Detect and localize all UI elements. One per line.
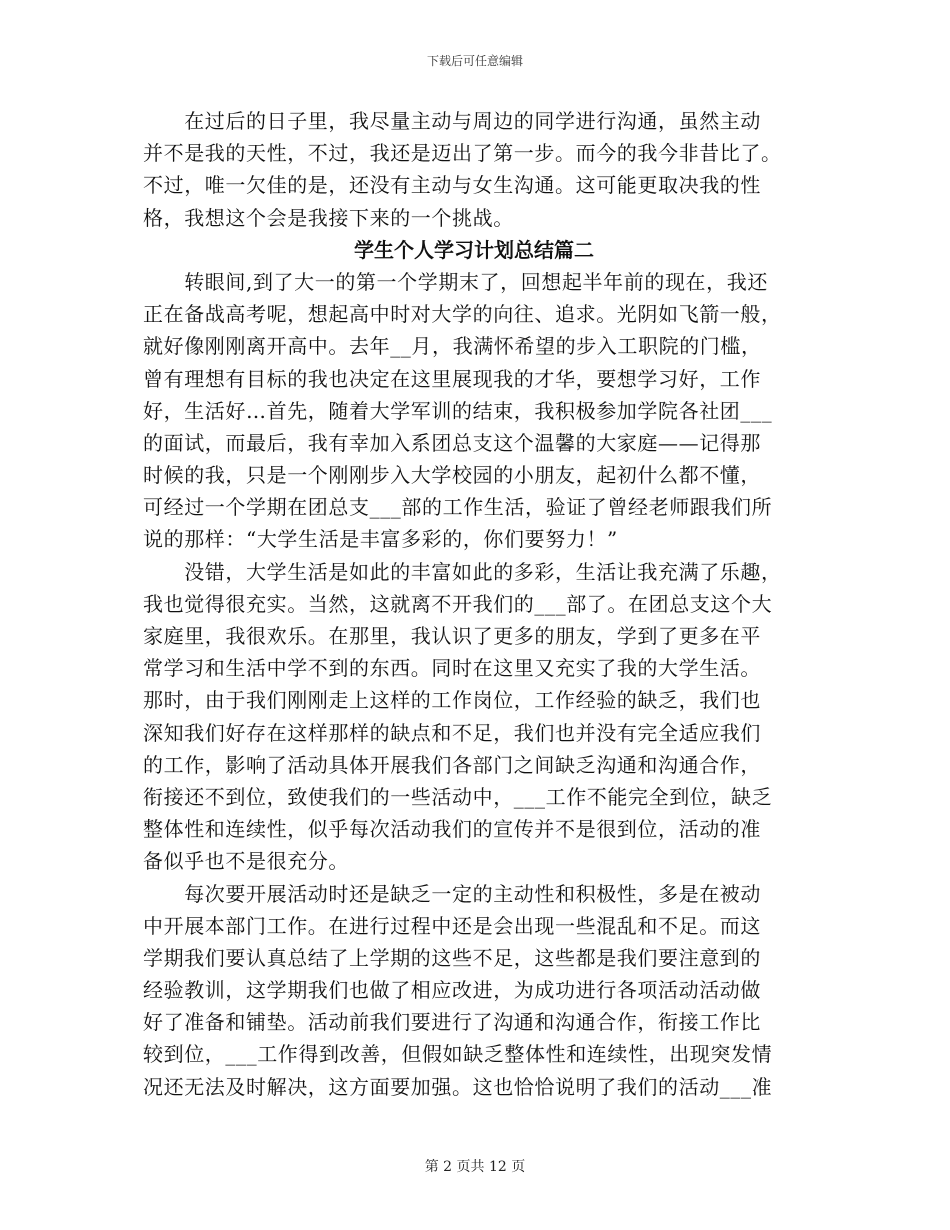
page-header: 下载后可任意编辑: [426, 54, 523, 68]
text-line: 好了准备和铺垫。活动前我们要进行了沟通和沟通合作，衔接工作比: [143, 1010, 761, 1035]
page-footer: 第 2 页共 12 页: [424, 1159, 526, 1175]
section-title: 学生个人学习计划总结篇二: [354, 237, 594, 262]
text-line: 常学习和生活中学不到的东西。同时在这里又充实了我的大学生活。: [143, 656, 761, 681]
document-body: [143, 105, 805, 1103]
text-line: 较到位，___工作得到改善，但假如缺乏整体性和连续性，出现突发情: [143, 1042, 773, 1067]
paragraph-1: [143, 105, 805, 234]
text-line: 备似乎也不是很充分。: [143, 849, 349, 874]
text-line: 整体性和连续性，似乎每次活动我们的宣传并不是很到位，活动的准: [143, 817, 761, 842]
text-line: 好，生活好…首先，随着大学军训的结束，我积极参加学院各社团___: [143, 398, 773, 423]
text-line: 的面试，而最后，我有幸加入系团总支这个温馨的大家庭——记得那: [143, 430, 761, 455]
text-line: 格，我想这个会是我接下来的一个挑战。: [143, 205, 514, 230]
text-line: 曾有理想有目标的我也决定在这里展现我的才华，要想学习好，工作: [143, 366, 761, 391]
text-line: 衔接还不到位，致使我们的一些活动中，___工作不能完全到位，缺乏: [143, 784, 773, 809]
text-line: 学期我们要认真总结了上学期的这些不足，这些都是我们要注意到的: [143, 945, 761, 970]
text-line: 深知我们好存在这样那样的缺点和不足，我们也并没有完全适应我们: [143, 720, 761, 745]
text-line: 我也觉得很充实。当然，这就离不开我们的___部了。在团总支这个大: [143, 591, 773, 616]
paragraph-2: [143, 266, 805, 556]
paragraph-3: [143, 556, 805, 878]
text-line: 就好像刚刚离开高中。去年__月，我满怀希望的步入工职院的门槛，: [143, 334, 762, 359]
text-line: 况还无法及时解决，这方面要加强。这也恰恰说明了我们的活动___准: [143, 1074, 773, 1099]
text-line: 时候的我，只是一个刚刚步入大学校园的小朋友，起初什么都不懂，: [143, 463, 761, 488]
text-line: 那时，由于我们刚刚走上这样的工作岗位，工作经验的缺乏，我们也: [143, 688, 761, 713]
text-line: 的工作，影响了活动具体开展我们各部门之间缺乏沟通和沟通合作，: [143, 752, 761, 777]
text-line: 中开展本部门工作。在进行过程中还是会出现一些混乱和不足。而这: [143, 913, 761, 938]
text-line: 家庭里，我很欢乐。在那里，我认识了更多的朋友，学到了更多在平: [143, 624, 761, 648]
text-line: 不过，唯一欠佳的是，还没有主动与女生沟通。这可能更取决我的性: [143, 173, 761, 198]
text-line: 可经过一个学期在团总支___部的工作生活，验证了曾经老师跟我们所: [143, 495, 773, 520]
text-line: 经验教训，这学期我们也做了相应改进，为成功进行各项活动活动做: [143, 978, 761, 1003]
text-line: 没错，大学生活是如此的丰富如此的多彩，生活让我充满了乐趣，: [143, 559, 782, 584]
text-line: 说的那样：“大学生活是丰富多彩的，你们要努力！”: [143, 527, 618, 552]
text-line: 转眼间,到了大一的第一个学期末了，回想起半年前的现在，我还: [143, 269, 768, 294]
text-line: 并不是我的天性，不过，我还是迈出了第一步。而今的我今非昔比了。: [143, 141, 782, 166]
text-line: 每次要开展活动时还是缺乏一定的主动性和积极性，多是在被动: [143, 881, 761, 906]
text-line: 在过后的日子里，我尽量主动与周边的同学进行沟通，虽然主动: [143, 109, 761, 133]
text-line: 正在备战高考呢，想起高中时对大学的向往、追求。光阴如飞箭一般，: [143, 302, 782, 327]
paragraph-4: [143, 878, 805, 1103]
